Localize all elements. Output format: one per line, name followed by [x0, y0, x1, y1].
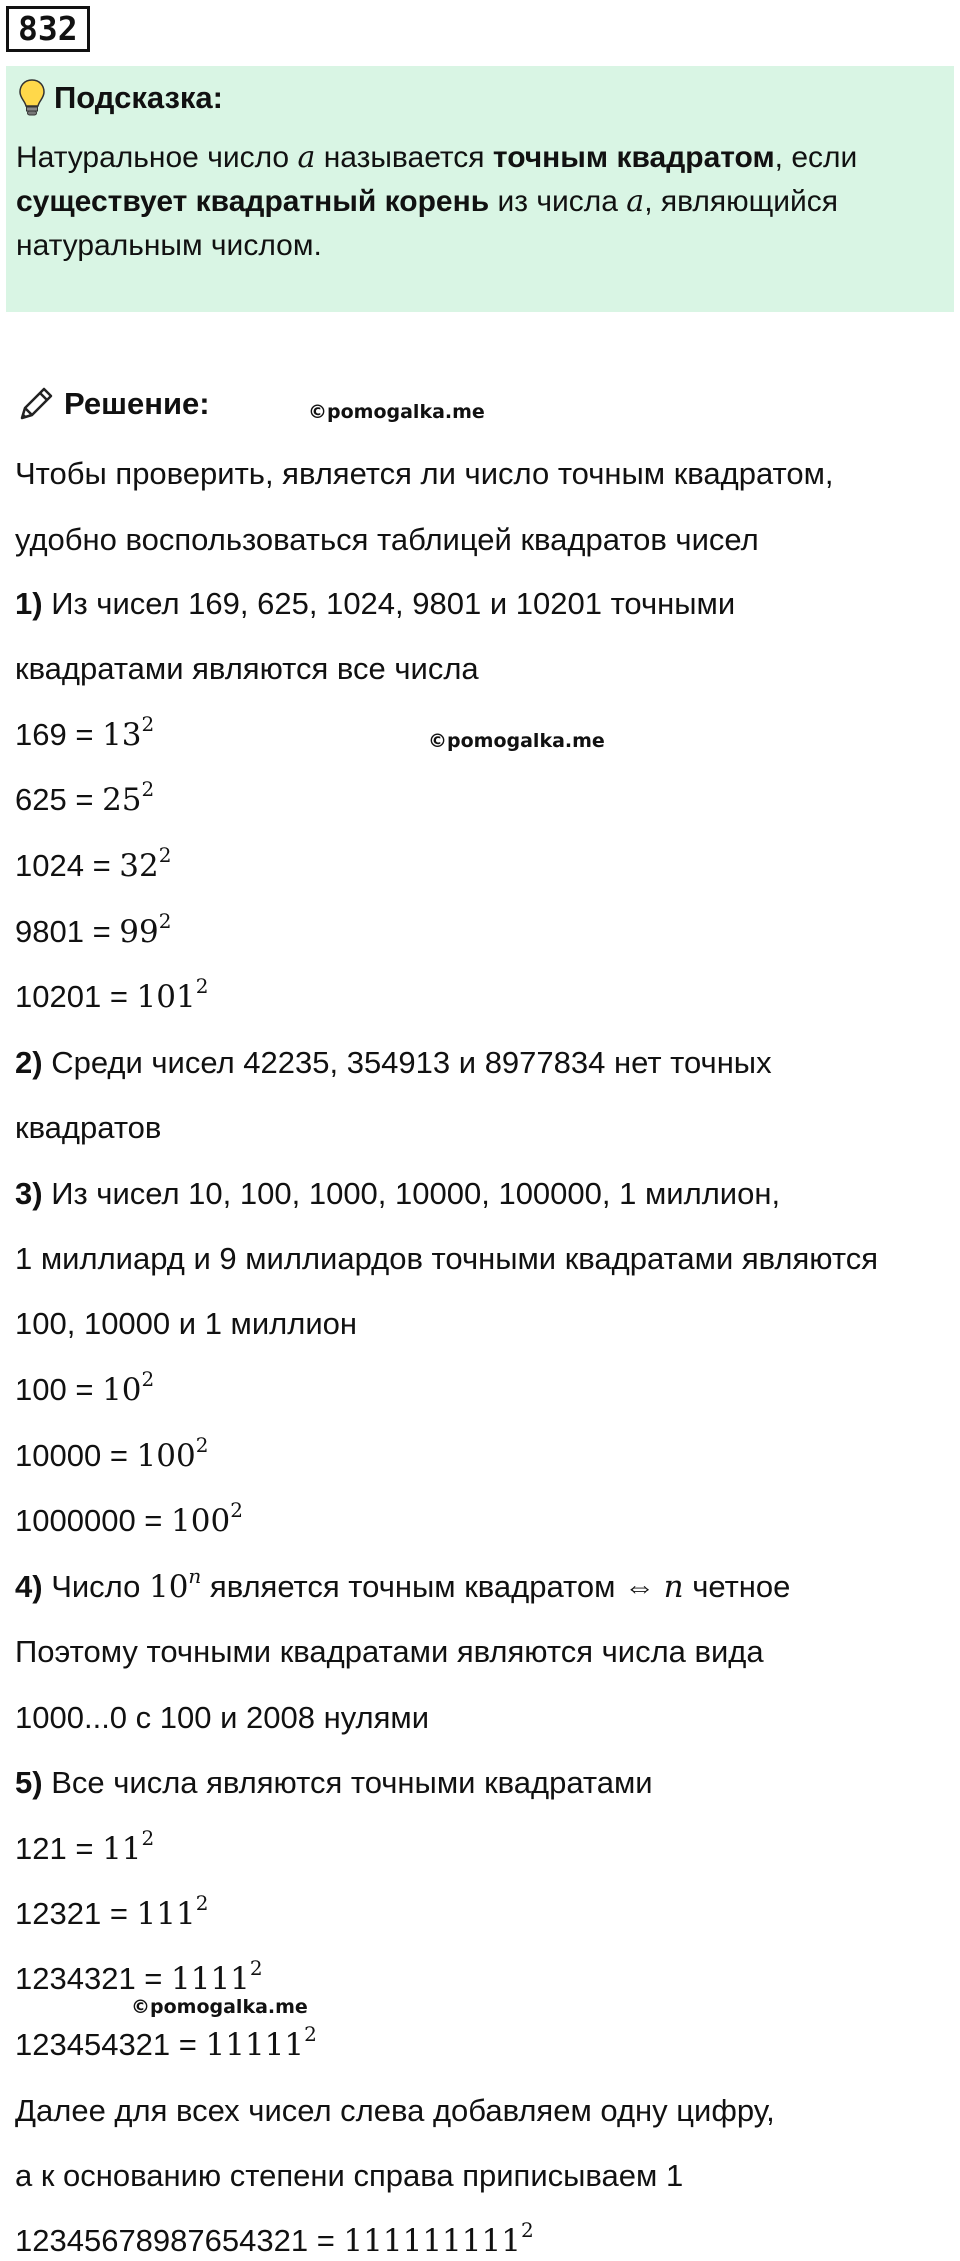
pencil-icon — [16, 384, 56, 424]
equation: $9801 = 99^2$ — [15, 909, 172, 950]
equation: $10201 = 101^2$ — [15, 974, 209, 1015]
task-number: 832 — [6, 6, 90, 52]
part2-line: квадратов — [15, 1110, 162, 1145]
part3-line: 100, 10000 и 1 миллион — [15, 1306, 358, 1341]
solution-header — [16, 384, 210, 424]
hint-text: Натуральное число a называется точным квадратом, если существует квадратный корень из числа a, являющийся натуральным числом. — [16, 140, 858, 262]
part1-line: квадратами являются все числа — [15, 651, 479, 686]
solution-title: Решение: — [64, 386, 210, 421]
part4-line: 1000...0 с 100 и 2008 нулями — [15, 1700, 430, 1735]
part4-line: Поэтому точными квадратами являются числа вида — [15, 1634, 764, 1669]
part3-line: 1 миллиард и 9 миллиардов точными квадратами являются — [15, 1241, 879, 1276]
intro-line: удобно воспользоваться таблицей квадратов чисел — [15, 522, 759, 557]
equation: $1024 = 32^2$ — [15, 843, 172, 884]
equation: $12345678987654321 = 111111111^2$ — [15, 2218, 534, 2259]
equation: $625 = 25^2$ — [15, 777, 155, 818]
equation: $1234321 = 1111^2$ — [15, 1956, 263, 1997]
watermark: ©pomogalka.me — [131, 1996, 308, 2018]
hint-title: Подсказка: — [54, 80, 223, 115]
watermark: ©pomogalka.me — [428, 730, 605, 752]
equation: $10000 = 100^2$ — [15, 1433, 209, 1474]
part5-line: Далее для всех чисел слева добавляем одну цифру, — [15, 2093, 775, 2128]
equation: $169 = 13^2$ — [15, 712, 155, 753]
equation: $1000000 = 100^2$ — [15, 1498, 243, 1539]
part3-line: 3) Из чисел 10, 100, 1000, 10000, 100000, 1 миллион, — [15, 1176, 781, 1211]
equation: $100 = 10^2$ — [15, 1367, 155, 1408]
intro-line: Чтобы проверить, является ли число точным квадратом, — [15, 456, 834, 491]
lightbulb-icon — [18, 78, 46, 118]
equation: $12321 = 111^2$ — [15, 1891, 209, 1932]
part5-line: а к основанию степени справа приписываем 1 — [15, 2158, 684, 2193]
part1-line: 1) Из чисел 169, 625, 1024, 9801 и 10201 точными — [15, 586, 736, 621]
equation: $121 = 11^2$ — [15, 1826, 155, 1867]
part5-line: 5) Все числа являются точными квадратами — [15, 1765, 653, 1800]
part4-line: 4) Число 10$^n$ является точным квадратом ⇔ n четное — [15, 1564, 791, 1605]
part2-line: 2) Среди чисел 42235, 354913 и 8977834 нет точных — [15, 1045, 772, 1080]
hint-header — [18, 78, 223, 118]
watermark: ©pomogalka.me — [308, 401, 485, 423]
equation: $123454321 = 11111^2$ — [15, 2022, 317, 2063]
hint-box — [6, 66, 954, 312]
